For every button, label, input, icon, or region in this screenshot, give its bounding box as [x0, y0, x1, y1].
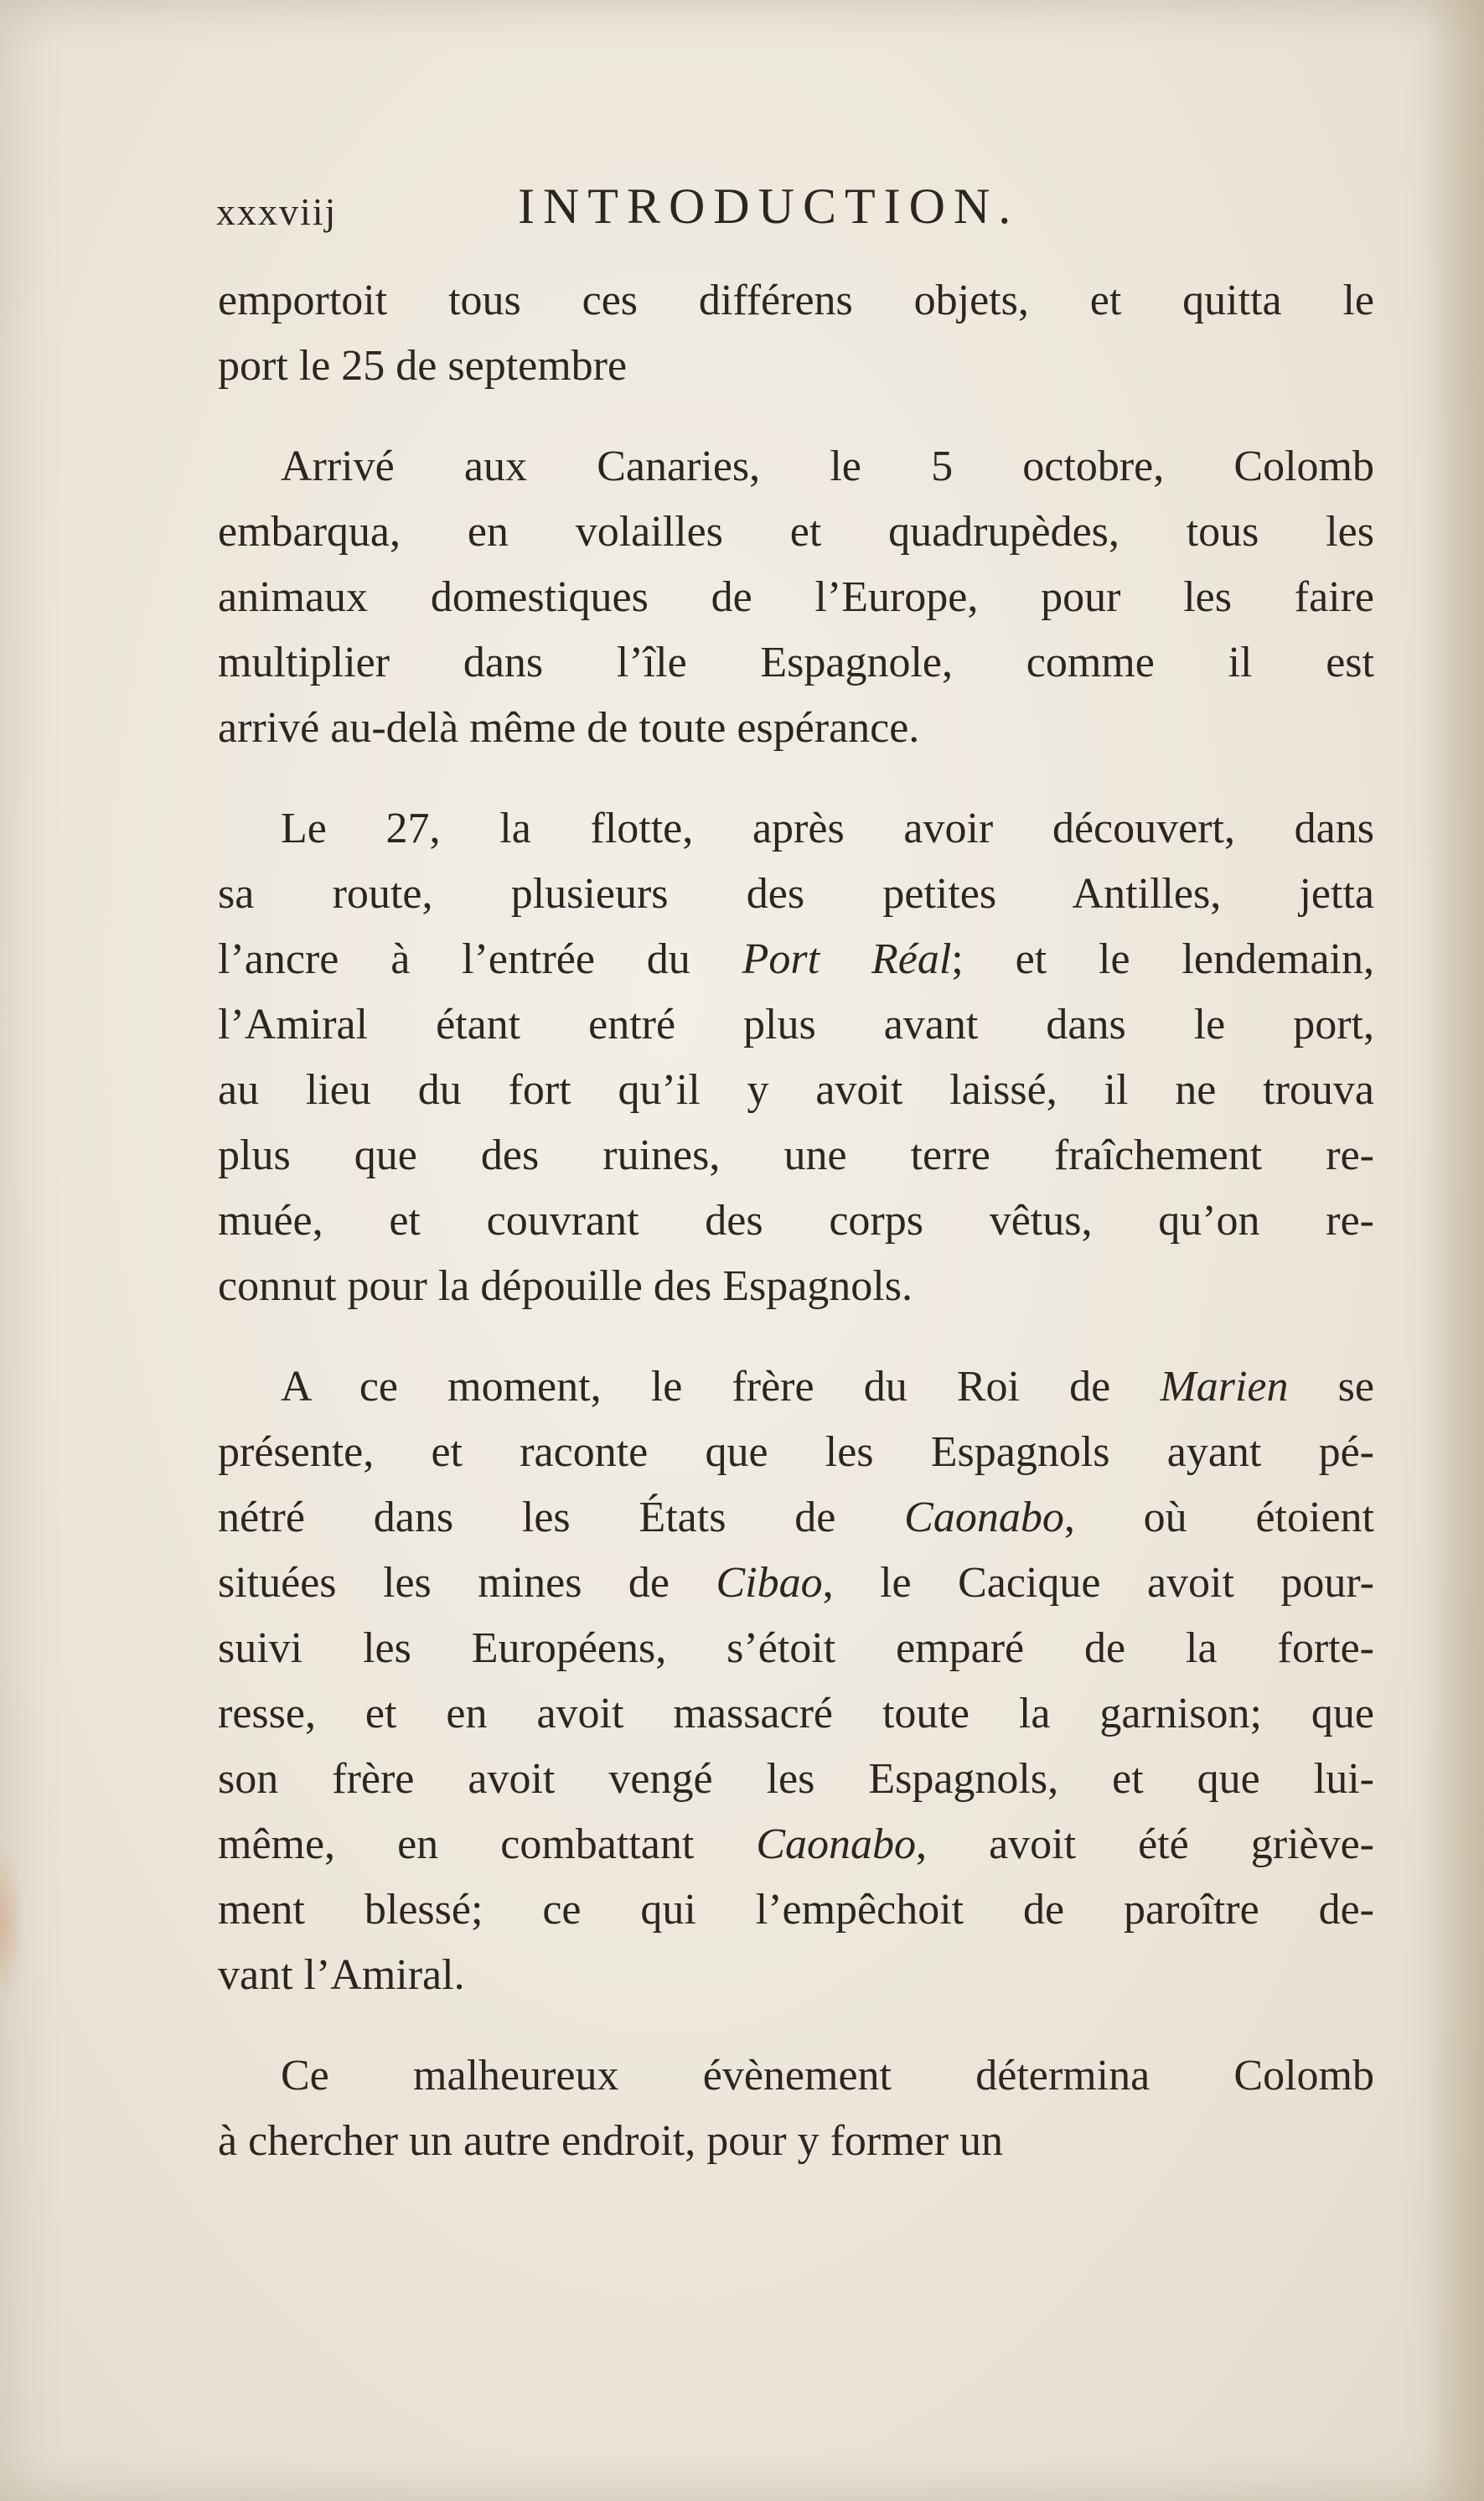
- italic-text: Caonabo: [904, 1494, 1064, 1541]
- text-line: [218, 1354, 1374, 1420]
- text-run: au lieu du fort qu’il y avoit laissé, il ne trouva: [218, 1066, 1374, 1114]
- text-line: [218, 2043, 1374, 2109]
- text-run: ; et le lendemain,: [951, 935, 1374, 983]
- text-line: [218, 434, 1374, 500]
- text-run: à chercher un autre endroit, pour y former un: [218, 2117, 1004, 2165]
- text-run: situées les mines de: [218, 1559, 716, 1607]
- text-line: [218, 268, 1374, 334]
- text-line: [218, 1485, 1374, 1551]
- text-run: , où étoient: [1063, 1494, 1374, 1541]
- text-line: [218, 630, 1374, 696]
- text-run: resse, et en avoit massacré toute la garnison; que: [218, 1690, 1374, 1737]
- text-line: [218, 565, 1374, 630]
- text-line: [218, 1681, 1374, 1747]
- text-run: animaux domestiques de l’Europe, pour les faire: [218, 573, 1374, 621]
- italic-text: Cibao: [716, 1559, 823, 1607]
- italic-text: Port Réal: [742, 935, 952, 983]
- text-line: [218, 1254, 1374, 1319]
- page-header: [216, 178, 1373, 245]
- text-line: [218, 1420, 1374, 1485]
- text-line: [218, 1058, 1374, 1123]
- text-run: arrivé au-delà même de toute espérance.: [218, 704, 920, 752]
- text-run: son frère avoit vengé les Espagnols, et que lui-: [218, 1755, 1374, 1803]
- paragraph: [218, 796, 1374, 1319]
- text-run: plus que des ruines, une terre fraîchement re-: [218, 1131, 1374, 1179]
- page-gutter-shadow: [1425, 0, 1484, 2501]
- text-run: A ce moment, le frère du Roi de: [281, 1363, 1161, 1411]
- text-run: l’ancre à l’entrée du: [218, 935, 742, 983]
- body-text: [218, 268, 1374, 2209]
- running-title: INTRODUCTION.: [518, 179, 1020, 234]
- text-run: vant l’Amiral.: [218, 1951, 465, 1999]
- text-run: ment blessé; ce qui l’empêchoit de paroître de-: [218, 1886, 1374, 1934]
- text-line: [218, 1877, 1374, 1943]
- italic-text: Caonabo: [756, 1820, 917, 1868]
- text-run: connut pour la dépouille des Espagnols.: [218, 1262, 913, 1310]
- text-line: [218, 1188, 1374, 1254]
- text-line: [218, 927, 1374, 992]
- text-run: sa route, plusieurs des petites Antilles, jetta: [218, 870, 1374, 918]
- italic-text: Marien: [1160, 1363, 1289, 1411]
- text-run: , le Cacique avoit pour-: [822, 1559, 1374, 1607]
- text-line: [218, 1747, 1374, 1812]
- text-line: [218, 500, 1374, 565]
- text-line: [218, 1812, 1374, 1877]
- text-run: même, en combattant: [218, 1820, 757, 1868]
- text-line: [218, 1616, 1374, 1681]
- text-line: [218, 796, 1374, 862]
- paragraph: [218, 434, 1374, 761]
- text-run: nétré dans les États de: [218, 1494, 905, 1541]
- paragraph: [218, 2043, 1374, 2174]
- text-line: [218, 334, 1374, 399]
- text-line: [218, 696, 1374, 761]
- text-run: embarqua, en volailles et quadrupèdes, tous les: [218, 508, 1374, 556]
- text-run: l’Amiral étant entré plus avant dans le port,: [218, 1001, 1374, 1049]
- text-run: port le 25 de septembre: [218, 342, 628, 390]
- text-run: , avoit été grièvе-: [916, 1820, 1374, 1868]
- text-line: [218, 862, 1374, 927]
- text-line: [218, 1943, 1374, 2008]
- text-run: Le 27, la flotte, après avoir découvert, dans: [281, 805, 1374, 852]
- text-line: [218, 992, 1374, 1058]
- text-run: Arrivé aux Canaries, le 5 octobre, Colomb: [281, 443, 1374, 490]
- text-run: Ce malheureux évènement détermina Colomb: [281, 2052, 1374, 2100]
- text-run: présente, et raconte que les Espagnols ayant pé-: [218, 1428, 1374, 1476]
- text-run: muée, et couvrant des corps vêtus, qu’on re-: [218, 1197, 1374, 1245]
- text-line: [218, 1123, 1374, 1188]
- paragraph: [218, 268, 1374, 399]
- text-run: suivi les Européens, s’étoit emparé de la forte-: [218, 1624, 1374, 1672]
- text-run: se: [1288, 1363, 1374, 1411]
- text-line: [218, 1551, 1374, 1616]
- text-run: multiplier dans l’île Espagnole, comme il est: [218, 639, 1374, 686]
- page-number: xxxviij: [216, 190, 338, 233]
- page-stain: [0, 1844, 25, 2003]
- text-line: [218, 2109, 1374, 2174]
- text-run: emportoit tous ces différens objets, et quitta le: [218, 277, 1374, 324]
- paragraph: [218, 1354, 1374, 2008]
